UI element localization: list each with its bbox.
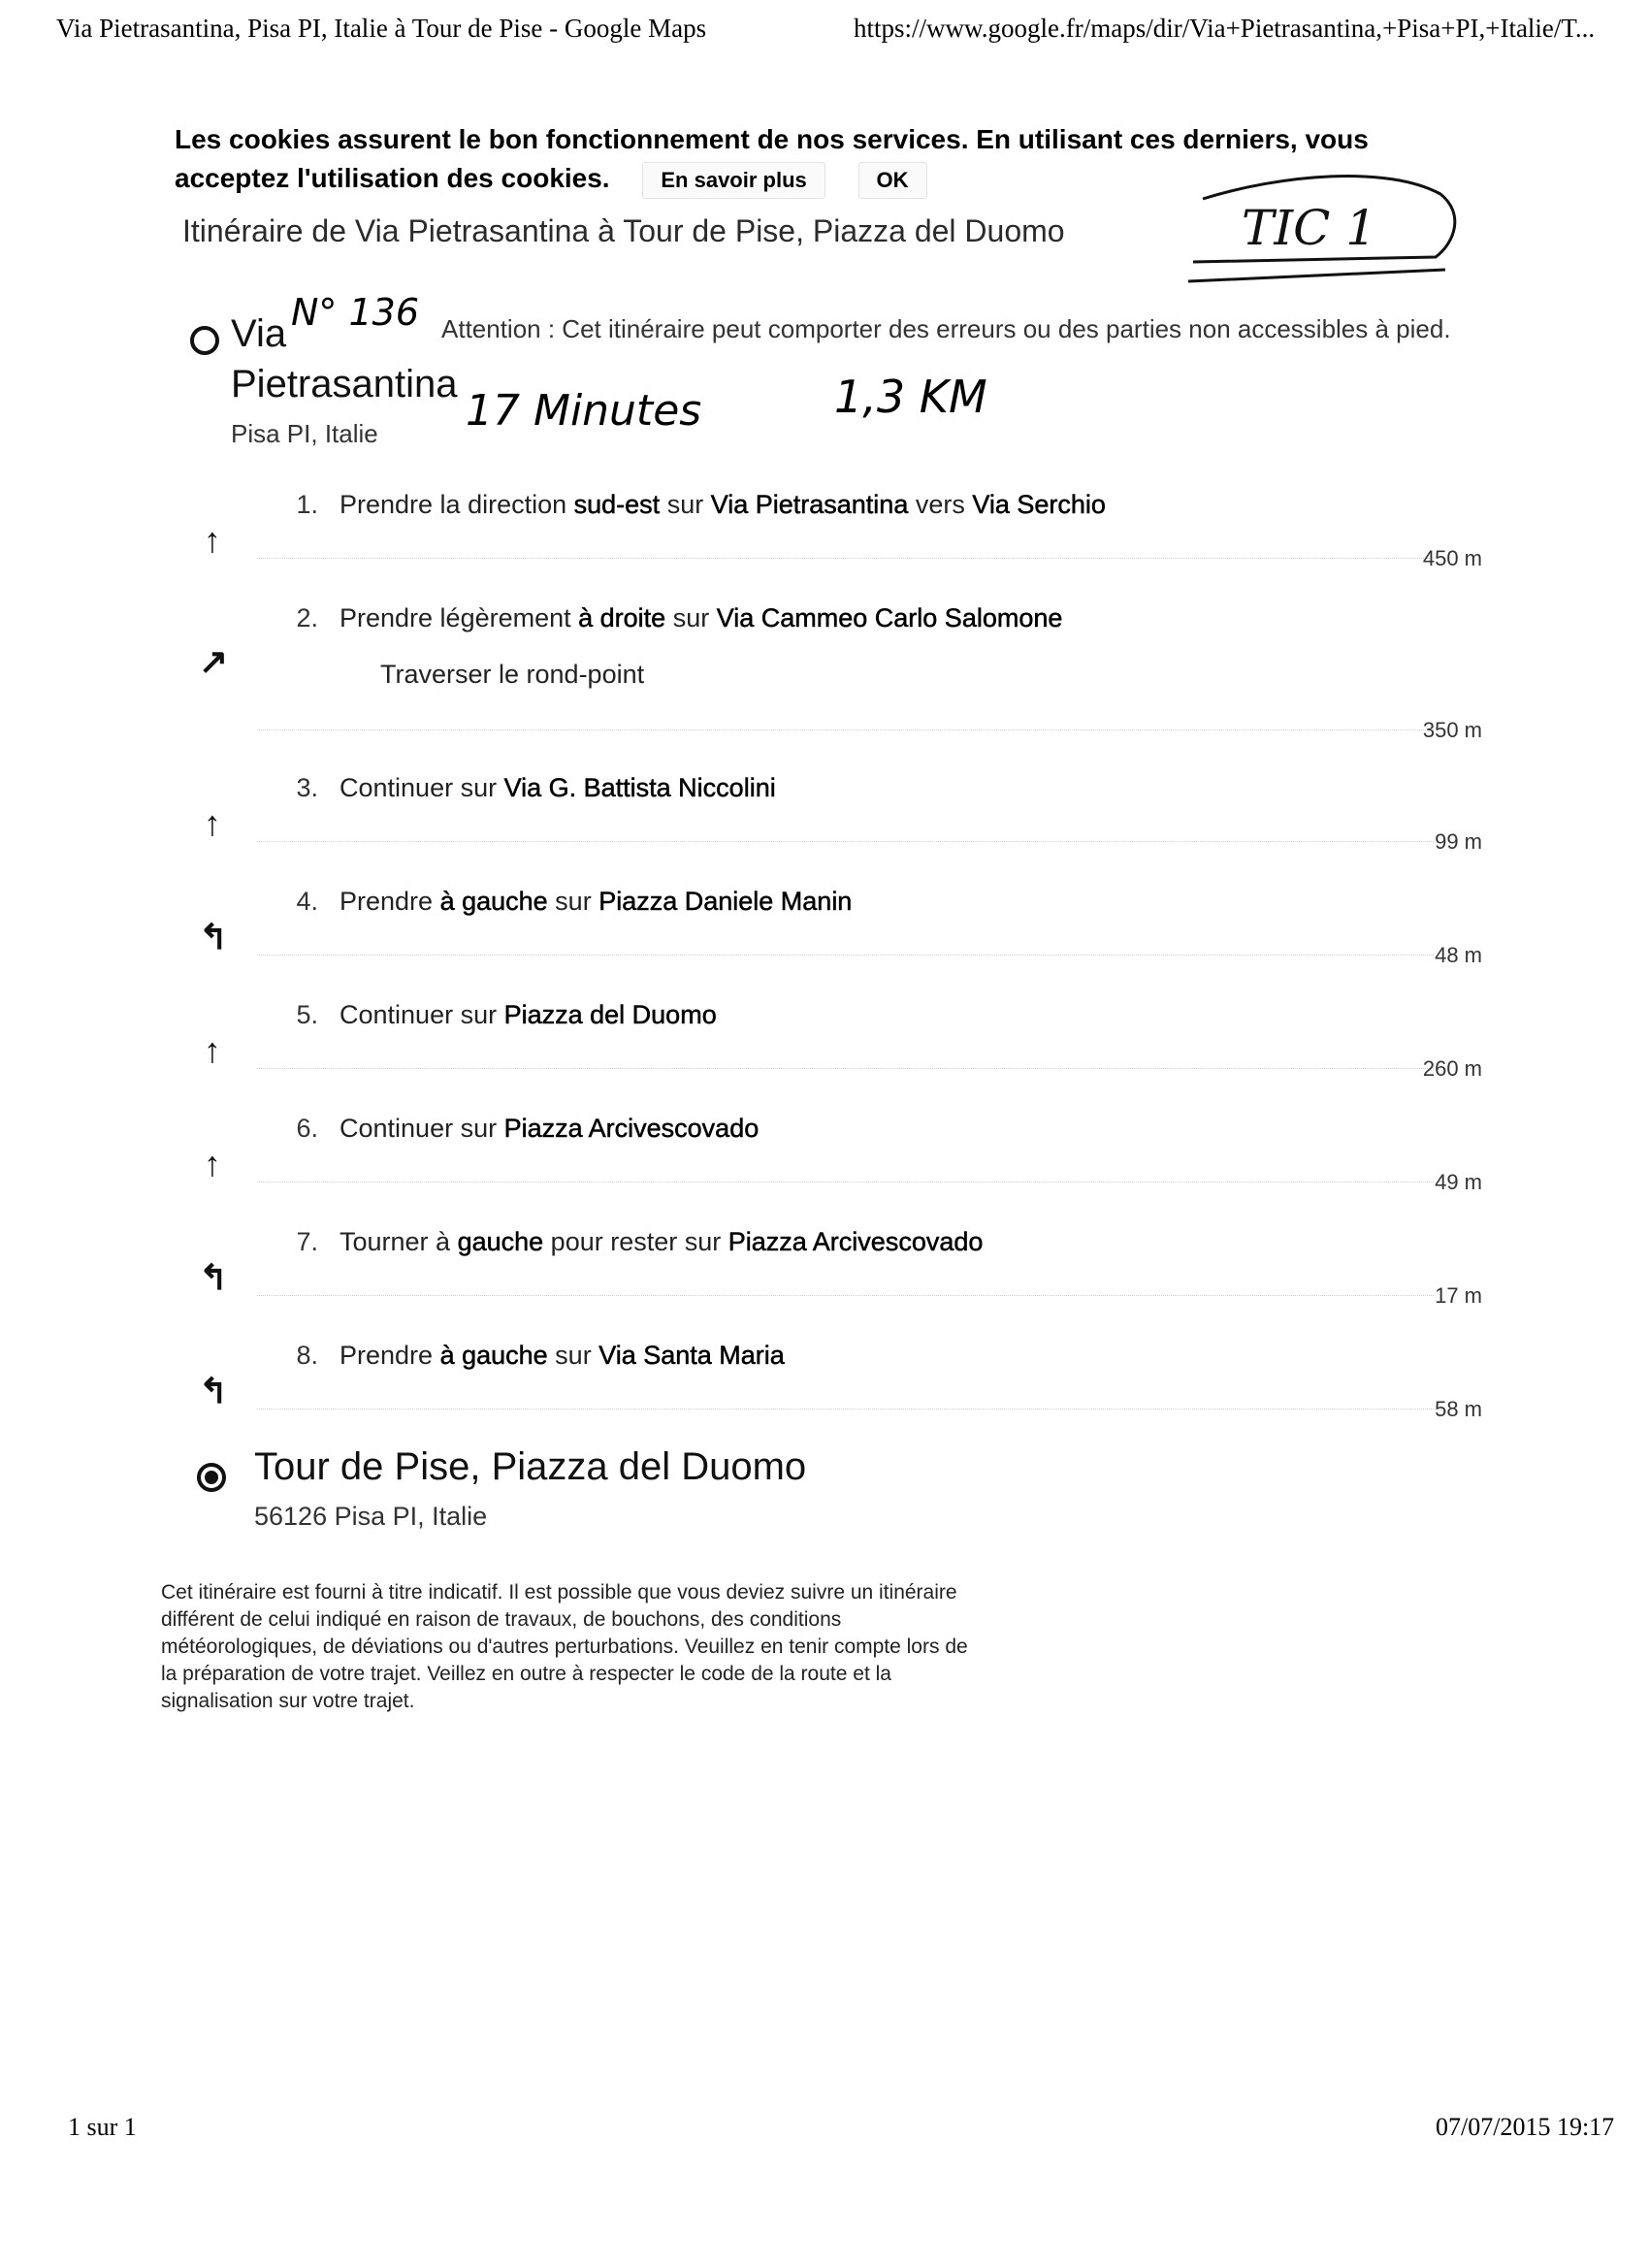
step-number: 6. xyxy=(296,1114,318,1143)
route-disclaimer: Cet itinéraire est fourni à titre indicatif. Il est possible que vous deviez suivre un itinéraire différent de celui indiqué en raison de travaux, de bouchons, des conditions météorologiques, de déviations ou d'autres perturbations. Veuillez en tenir compte lors de la préparation de votre trajet. Veillez en outre à respecter le code de la route et la signalisation sur votre trajet. xyxy=(161,1581,968,1712)
step-instruction-emphasis: Piazza Arcivescovado xyxy=(503,1114,760,1143)
route-step[interactable] xyxy=(0,1000,1649,1113)
step-instruction-emphasis: à gauche xyxy=(439,1341,548,1370)
step-divider xyxy=(257,1182,1434,1183)
slight-right-arrow-icon: ↗ xyxy=(199,641,229,681)
step-instruction-emphasis: Piazza Daniele Manin xyxy=(598,887,853,916)
step-instruction-text: Prendre xyxy=(340,1341,440,1370)
step-number: 8. xyxy=(296,1341,318,1370)
route-step[interactable] xyxy=(0,1341,1649,1453)
step-distance: 17 m xyxy=(1435,1283,1482,1308)
step-instruction-text: Continuer sur xyxy=(340,1000,504,1029)
step-instruction xyxy=(340,1000,717,1030)
step-distance: 450 m xyxy=(1422,546,1482,570)
origin-subtitle: Pisa PI, Italie xyxy=(231,419,378,448)
step-instruction-text: sur xyxy=(660,490,711,519)
step-instruction-emphasis: Piazza del Duomo xyxy=(503,1000,717,1029)
print-page-count: 1 sur 1 xyxy=(68,2113,137,2141)
step-distance: 49 m xyxy=(1435,1170,1482,1194)
step-note: Traverser le rond-point xyxy=(380,660,645,689)
step-instruction xyxy=(340,490,1106,520)
step-instruction-emphasis: Via Pietrasantina xyxy=(710,490,909,519)
step-divider xyxy=(257,841,1434,842)
straight-arrow-icon: ↑ xyxy=(204,803,221,843)
step-instruction xyxy=(340,773,776,803)
route-step[interactable] xyxy=(0,773,1649,886)
route-step[interactable] xyxy=(0,1114,1649,1226)
step-instruction-text: Continuer sur xyxy=(340,773,504,802)
step-divider xyxy=(257,1068,1434,1069)
step-instruction-text: sur xyxy=(547,887,599,916)
step-distance: 350 m xyxy=(1422,718,1482,742)
step-instruction-emphasis: à gauche xyxy=(439,887,548,916)
step-instruction-text: Tourner à xyxy=(340,1227,458,1256)
handwritten-distance-note: 1,3 KM xyxy=(834,371,987,423)
handwritten-number-note: N° 136 xyxy=(291,291,420,334)
step-distance: 48 m xyxy=(1435,943,1482,967)
handwritten-top-note: TIC 1 xyxy=(1242,200,1377,256)
step-divider xyxy=(257,955,1434,956)
route-step[interactable] xyxy=(0,1227,1649,1340)
step-divider xyxy=(257,558,1434,559)
print-url: https://www.google.fr/maps/dir/Via+Pietrasantina,+Pisa+PI,+Italie/T... xyxy=(854,14,1596,43)
origin-name: Via Pietrasantina xyxy=(231,312,458,405)
step-instruction-text: pour rester sur xyxy=(543,1227,728,1256)
step-distance: 260 m xyxy=(1422,1056,1482,1081)
handwritten-bracket-drawing xyxy=(1145,155,1474,301)
step-instruction xyxy=(340,603,1062,633)
step-divider xyxy=(257,1295,1434,1296)
step-instruction-emphasis: Via Serchio xyxy=(972,490,1106,519)
straight-arrow-icon: ↑ xyxy=(204,520,221,560)
step-instruction xyxy=(340,1341,785,1371)
step-instruction-emphasis: Via Cammeo Carlo Salomone xyxy=(716,603,1063,632)
turn-left-arrow-icon: ↰ xyxy=(199,1371,229,1410)
route-warning: Attention : Cet itinéraire peut comporter des erreurs ou des parties non accessibles à pied. xyxy=(441,314,1451,343)
step-instruction-text: vers xyxy=(908,490,973,519)
step-instruction-emphasis: gauche xyxy=(457,1227,544,1256)
step-distance: 58 m xyxy=(1435,1397,1482,1421)
route-step[interactable] xyxy=(0,603,1649,773)
destination-name: Tour de Pise, Piazza del Duomo xyxy=(254,1445,807,1488)
step-instruction-text: Prendre légèrement xyxy=(340,603,579,632)
step-number: 2. xyxy=(296,603,318,632)
step-number: 3. xyxy=(296,773,318,802)
destination-dot-icon xyxy=(205,1471,218,1484)
step-number: 1. xyxy=(296,490,318,519)
destination-subtitle: 56126 Pisa PI, Italie xyxy=(254,1502,488,1531)
straight-arrow-icon: ↑ xyxy=(204,1030,221,1070)
step-instruction-emphasis: sud-est xyxy=(573,490,661,519)
step-divider xyxy=(257,729,1434,730)
handwritten-duration-note: 17 Minutes xyxy=(466,386,702,436)
step-instruction-emphasis: Via G. Battista Niccolini xyxy=(503,773,776,802)
step-instruction-text: sur xyxy=(547,1341,599,1370)
step-instruction-text: Prendre xyxy=(340,887,440,916)
route-step[interactable] xyxy=(0,887,1649,999)
turn-left-arrow-icon: ↰ xyxy=(199,917,229,956)
step-distance: 99 m xyxy=(1435,829,1482,854)
learn-more-button[interactable]: En savoir plus xyxy=(642,162,824,199)
step-instruction xyxy=(340,887,852,917)
route-title: Itinéraire de Via Pietrasantina à Tour de Pise, Piazza del Duomo xyxy=(182,213,1065,248)
print-page-title: Via Pietrasantina, Pisa PI, Italie à Tour de Pise - Google Maps xyxy=(56,14,707,43)
step-number: 4. xyxy=(296,887,318,916)
route-step[interactable] xyxy=(0,490,1649,602)
cookie-ok-button[interactable]: OK xyxy=(858,162,927,199)
origin-circle-icon xyxy=(190,326,219,355)
step-instruction-emphasis: Piazza Arcivescovado xyxy=(728,1227,984,1256)
turn-left-arrow-icon: ↰ xyxy=(199,1257,229,1297)
step-instruction-text: Prendre la direction xyxy=(340,490,574,519)
step-instruction xyxy=(340,1227,983,1257)
straight-arrow-icon: ↑ xyxy=(204,1144,221,1183)
print-timestamp: 07/07/2015 19:17 xyxy=(1436,2113,1615,2141)
step-number: 7. xyxy=(296,1227,318,1256)
cookie-notice-text: Les cookies assurent le bon fonctionnement de nos services. En utilisant ces derniers, vous acceptez l'utilisation des cookies. xyxy=(175,124,1369,193)
step-instruction xyxy=(340,1114,759,1144)
step-instruction-text: Continuer sur xyxy=(340,1114,504,1143)
step-instruction-text: sur xyxy=(665,603,717,632)
step-instruction-emphasis: Via Santa Maria xyxy=(598,1341,785,1370)
step-instruction-emphasis: à droite xyxy=(578,603,666,632)
step-number: 5. xyxy=(296,1000,318,1029)
